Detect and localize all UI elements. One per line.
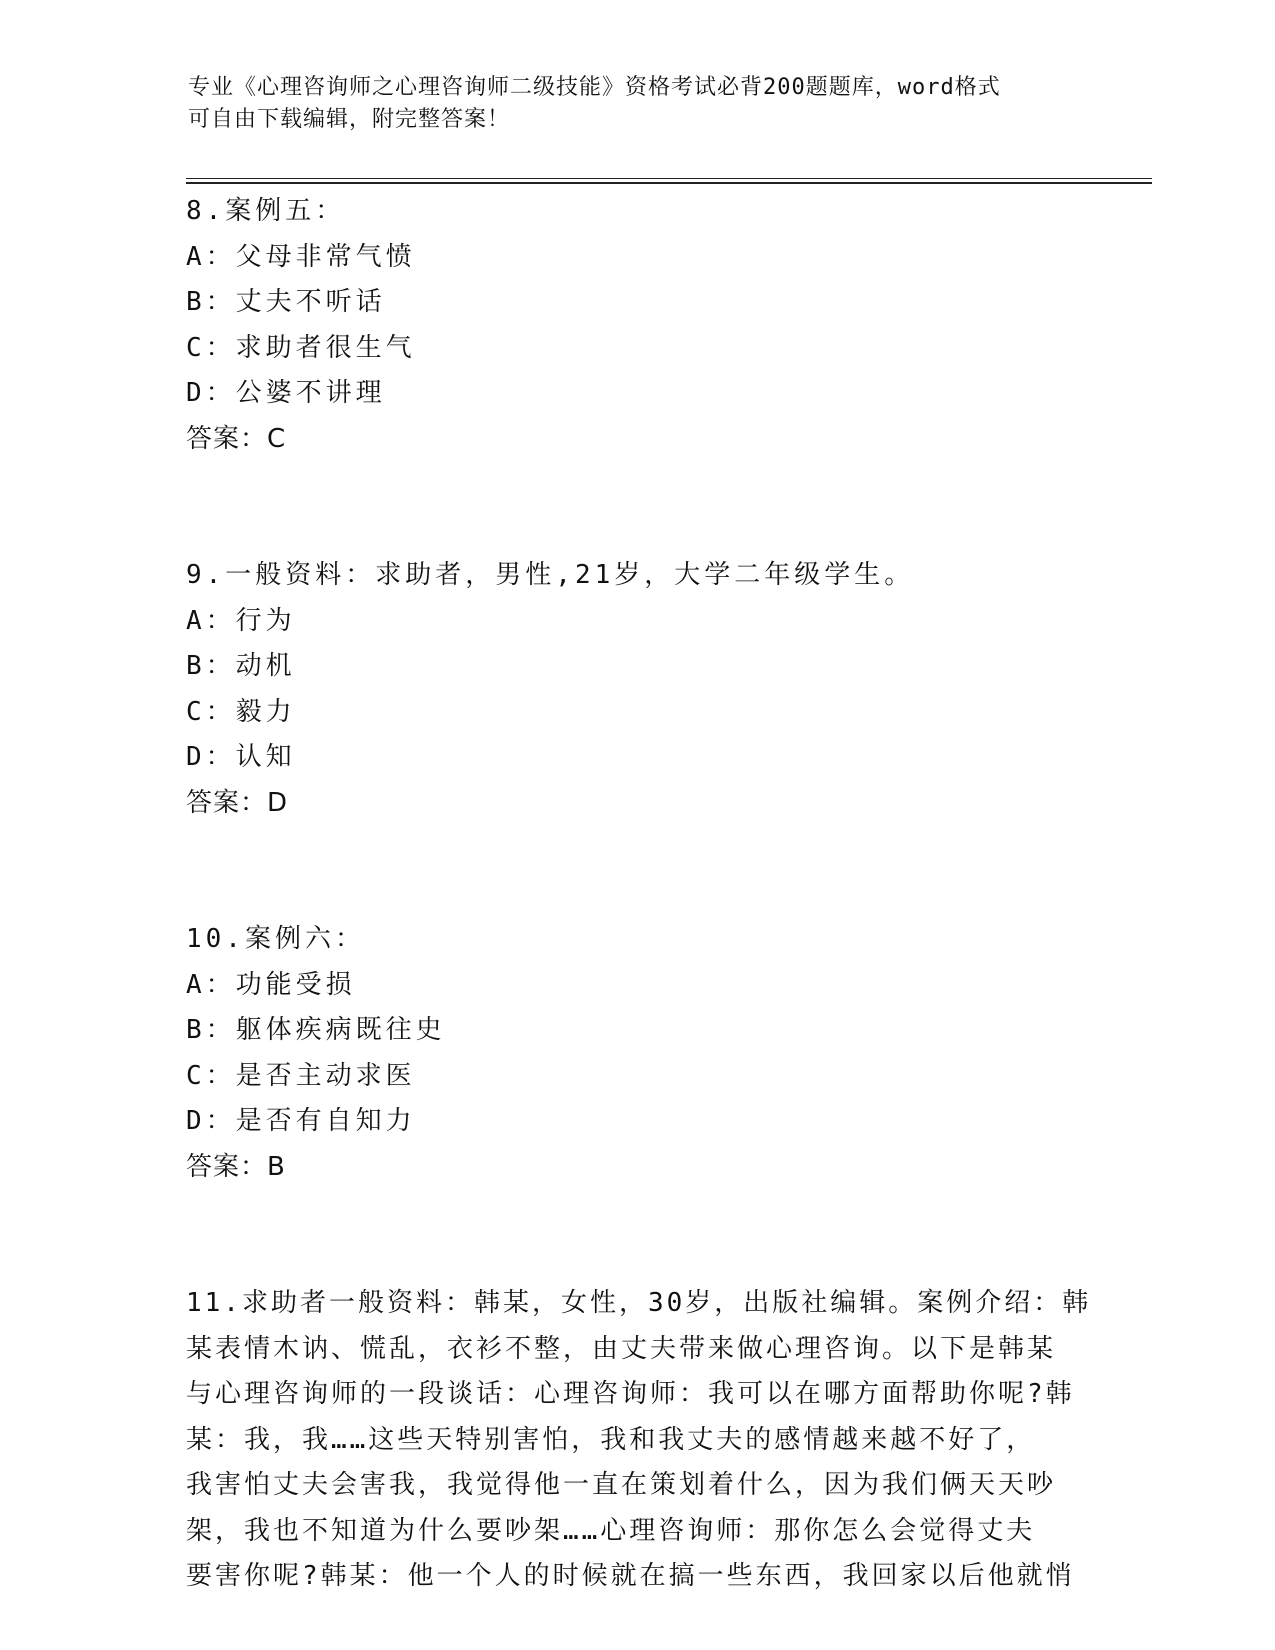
option-b: B：丈夫不听话 — [186, 287, 386, 317]
question-stem: 8.案例五： — [186, 196, 346, 226]
option-a: A：行为 — [186, 605, 296, 636]
question-list — [186, 189, 1092, 1600]
option-a: A：功能受损 — [186, 969, 356, 1000]
question-block — [186, 553, 1086, 826]
question-block — [186, 189, 1086, 462]
option-c: C：求助者很生气 — [186, 332, 416, 363]
option-c: C：是否主动求医 — [186, 1060, 416, 1091]
header-divider-thick — [186, 182, 1152, 184]
document-header — [188, 72, 1068, 136]
option-d: D：公婆不讲理 — [186, 378, 386, 408]
stem-line: 我害怕丈夫会害我，我觉得他一直在策划着什么，因为我们俩天天吵 — [186, 1470, 1057, 1500]
question-block — [186, 917, 1086, 1190]
option-c: C：毅力 — [186, 696, 296, 727]
option-a: A：父母非常气愤 — [186, 241, 416, 272]
stem-line: 某：我，我……这些天特别害怕，我和我丈夫的感情越来越不好了， — [186, 1424, 1036, 1455]
option-d: D：认知 — [186, 742, 296, 772]
answer-label: 答案：D — [186, 787, 289, 818]
stem-line: 某表情木讷、慌乱，衣衫不整，由丈夫带来做心理咨询。以下是韩某 — [186, 1333, 1057, 1364]
spacer — [186, 826, 1086, 872]
option-b: B：动机 — [186, 651, 296, 681]
spacer — [186, 508, 1086, 554]
question-11-stem — [186, 1281, 1092, 1600]
spacer — [186, 872, 1086, 918]
answer-label: 答案：C — [186, 423, 287, 454]
question-stem: 9.一般资料：求助者，男性,21岁，大学二年级学生。 — [186, 560, 915, 590]
header-line-2: 可自由下载编辑，附完整答案！ — [188, 107, 511, 132]
stem-line: 要害你呢?韩某：他一个人的时候就在搞一些东西，我回家以后他就悄 — [186, 1561, 1075, 1591]
header-divider-thin — [186, 178, 1152, 179]
spacer — [186, 462, 1086, 508]
stem-line: 11.求助者一般资料：韩某，女性，30岁，出版社编辑。案例介绍：韩 — [186, 1288, 1092, 1318]
spacer — [186, 1190, 1086, 1236]
stem-line: 架，我也不知道为什么要吵架……心理咨询师：那你怎么会觉得丈夫 — [186, 1515, 1036, 1546]
answer-label: 答案：B — [186, 1151, 286, 1182]
spacer — [186, 1236, 1086, 1282]
option-b: B：躯体疾病既往史 — [186, 1015, 446, 1045]
option-d: D：是否有自知力 — [186, 1106, 416, 1136]
header-line-1: 专业《心理咨询师之心理咨询师二级技能》资格考试必背200题题库，word格式 — [188, 75, 1001, 100]
question-stem: 10.案例六： — [186, 924, 365, 954]
stem-line: 与心理咨询师的一段谈话：心理咨询师：我可以在哪方面帮助你呢?韩 — [186, 1379, 1075, 1409]
